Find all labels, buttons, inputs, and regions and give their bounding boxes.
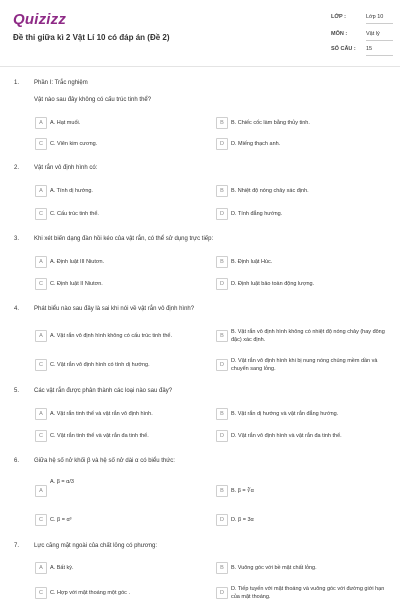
option-letter: D (216, 514, 228, 526)
option-letter: D (216, 278, 228, 290)
question-number: 2. (14, 165, 20, 171)
option-letter: D (216, 208, 228, 220)
question-number: 6. (14, 458, 20, 464)
option-letter: B (216, 185, 228, 197)
option-letter: D (216, 430, 228, 442)
option-text: B. Chiếc cốc làm bằng thủy tinh. (231, 120, 310, 126)
option-letter: C (35, 514, 47, 526)
option-letter: A (35, 330, 47, 342)
question-text: Phát biểu nào sau đây là sai khi nói về vật rắn vô định hình? (34, 306, 195, 312)
option-text: C. Vật rắn vô định hình có tính dị hướng. (50, 362, 150, 368)
question-number: 4. (14, 306, 20, 312)
option-letter: B (216, 330, 228, 342)
page-title: Đề thi giữa kì 2 Vật Lí 10 có đáp án (Đề 2) (13, 33, 170, 42)
option-letter: C (35, 587, 47, 599)
meta-label: MÔN : (331, 31, 348, 37)
option-text: A. Hạt muối. (50, 120, 81, 126)
option-letter: D (216, 359, 228, 371)
option-text: D. Tiếp tuyến với mặt thoáng và vuông góc với đường giới hạn của mặt thoáng. (231, 586, 385, 600)
option-letter: A (35, 562, 47, 574)
option-letter: B (216, 485, 228, 497)
option-text: C. Định luật II Niutơn. (50, 281, 103, 287)
question-number: 3. (14, 236, 20, 242)
option-letter: C (35, 138, 47, 150)
option-text: D. Miếng thạch anh. (231, 141, 281, 147)
question-number: 5. (14, 388, 20, 394)
option-letter: D (216, 138, 228, 150)
option-text: D. β = 3α (231, 517, 254, 523)
option-text: D. Vật rắn vô định hình khi bị nung nóng chúng mềm dần và chuyển sang lỏng. (231, 358, 378, 372)
question-text: Các vật rắn được phân thành các loại nào sau đây? (34, 388, 173, 394)
option-text: A. Vật rắn vô định hình không có cấu trúc tinh thể. (50, 333, 172, 339)
option-letter: C (35, 278, 47, 290)
option-text: C. Vật rắn tinh thể và vật rắn đa tinh thể. (50, 433, 149, 439)
question-text: Vật nào sau đây không có cấu trúc tinh thể? (34, 97, 152, 103)
option-text: D. Vật rắn vô định hình và vật rắn đa tinh thể. (231, 433, 342, 439)
option-letter: A (35, 485, 47, 497)
worksheet-header (0, 0, 400, 67)
option-text: B. Vật rắn vô định hình không có nhiệt độ nóng chảy (hay đông đặc) xác định. (231, 329, 385, 343)
option-text: A. β = α/3 (50, 479, 74, 485)
option-text: B. Vuông góc với bề mặt chất lỏng. (231, 565, 317, 571)
option-letter: B (216, 408, 228, 420)
option-letter: A (35, 185, 47, 197)
option-text: A. Tính dị hướng. (50, 188, 93, 194)
option-text: D. Tính đẳng hướng. (231, 211, 283, 217)
option-text: B. Định luật Húc. (231, 259, 273, 265)
meta-underline (366, 23, 393, 24)
option-text: A. Định luật III Niutơn. (50, 259, 105, 265)
option-text: C. Cấu trúc tinh thể. (50, 211, 99, 217)
option-letter: C (35, 430, 47, 442)
option-text: A. Vật rắn tinh thể và vật rắn vô định hình. (50, 411, 153, 417)
option-text: B. β = ∛α (231, 488, 254, 494)
option-letter: B (216, 562, 228, 574)
option-letter: D (216, 587, 228, 599)
option-letter: A (35, 408, 47, 420)
option-letter: A (35, 117, 47, 129)
option-text: A. Bất kỳ. (50, 565, 74, 571)
question-text: Vật rắn vô định hình có: (34, 165, 98, 171)
section-title: Phần I: Trắc nghiệm (34, 80, 88, 86)
meta-label: SỐ CÂU : (331, 46, 356, 52)
meta-underline (366, 40, 393, 41)
option-letter: B (216, 117, 228, 129)
meta-value: Lớp 10 (366, 14, 384, 20)
option-text: B. Vật rắn dị hướng và vật rắn đẳng hướng. (231, 411, 339, 417)
quizizz-logo[interactable]: Quizizz (13, 11, 67, 28)
meta-value: 15 (366, 46, 373, 52)
question-text: Giữa hệ số nở khối β và hệ số nở dài α có biểu thức: (34, 458, 175, 464)
question-text: Khi xét biến dạng đàn hồi kéo của vật rắn, có thể sử dụng trực tiếp: (34, 236, 214, 242)
option-letter: A (35, 256, 47, 268)
option-letter: C (35, 359, 47, 371)
option-text: C. Viên kim cương. (50, 141, 98, 147)
option-text: B. Nhiệt độ nóng chảy xác định. (231, 188, 309, 194)
question-text: Lực căng mặt ngoài của chất lỏng có phương: (34, 543, 158, 549)
option-letter: B (216, 256, 228, 268)
meta-value: Vật lý (366, 31, 380, 37)
option-text: C. Hợp với mặt thoáng một góc . (50, 590, 130, 596)
option-letter: C (35, 208, 47, 220)
meta-underline (366, 55, 393, 56)
question-number: 7. (14, 543, 20, 549)
option-text: D. Định luật bảo toàn động lượng. (231, 281, 315, 287)
option-text: C. β = α³ (50, 517, 72, 523)
meta-label: LỚP : (331, 14, 346, 20)
question-number: 1. (14, 80, 20, 86)
